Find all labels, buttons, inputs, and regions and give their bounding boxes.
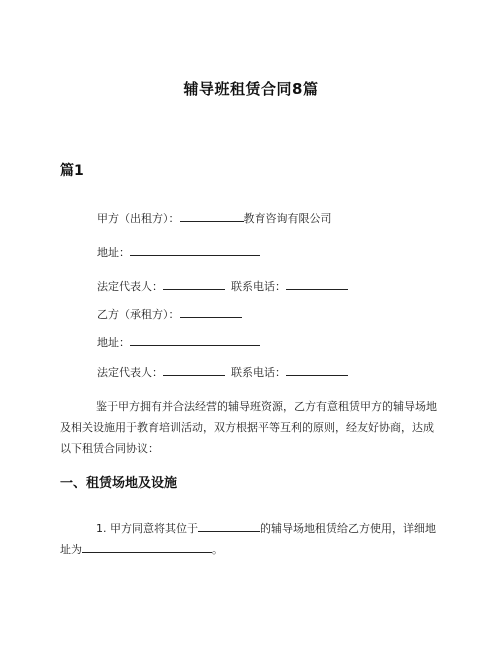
clause-1-paragraph (60, 518, 444, 560)
party-b-address-label: 地址： (97, 336, 130, 349)
clause-1-part1: 1. 甲方同意将其位于 (96, 522, 198, 535)
party-a-phone-label: 联系电话： (231, 280, 286, 293)
party-b-phone-blank (286, 364, 348, 376)
party-b-phone-label: 联系电话： (231, 366, 286, 379)
party-a-label: 甲方（出租方）： (97, 212, 180, 225)
clause-1-part2: 的辅导场地租赁给乙方使用，详细地址为 (60, 522, 436, 556)
intro-paragraph: 鉴于甲方拥有并合法经营的辅导班资源，乙方有意租赁甲方的辅导场地及相关设施用于教育培训活动，双方根据平等互利的原则，经友好协商，达成以下租赁合同协议： (60, 400, 437, 455)
party-a-company: 教育咨询有限公司 (243, 212, 332, 225)
clause-1-address-blank (82, 541, 212, 553)
document-title: 辅导班租赁合同8篇 (183, 80, 319, 98)
party-b-address-blank (130, 334, 260, 346)
party-a-address-line (97, 244, 260, 260)
party-b-line (97, 306, 242, 322)
party-a-address-blank (130, 244, 260, 256)
party-b-rep-line (97, 364, 348, 380)
clause-1-location-blank (198, 520, 260, 532)
clause-1-part3: 。 (212, 543, 223, 556)
party-b-rep-label: 法定代表人： (97, 366, 163, 379)
party-b-address-line (97, 334, 260, 350)
party-b-rep-blank (163, 364, 225, 376)
party-b-blank (180, 306, 242, 318)
section-heading: 篇1 (60, 163, 84, 179)
party-a-phone-blank (286, 278, 348, 290)
party-a-address-label: 地址： (97, 246, 130, 259)
party-a-blank (180, 210, 244, 222)
party-a-rep-blank (163, 278, 225, 290)
party-a-line (97, 210, 332, 226)
clause-heading-1: 一、租赁场地及设施 (60, 476, 178, 491)
party-a-rep-line (97, 278, 348, 294)
party-a-rep-label: 法定代表人： (97, 280, 163, 293)
party-b-label: 乙方（承租方）： (97, 308, 180, 321)
